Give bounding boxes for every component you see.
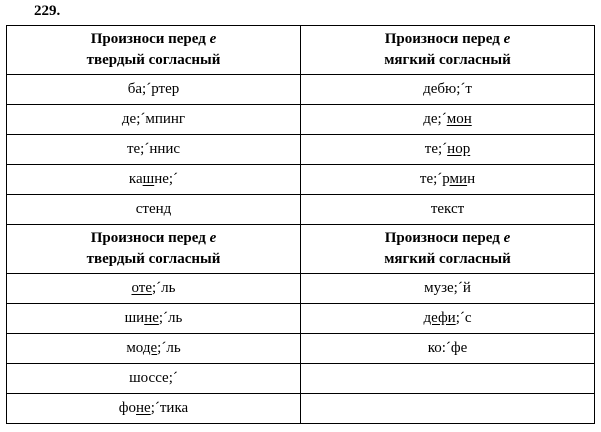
- underlined-fragment: оте: [131, 280, 152, 296]
- underlined-fragment: ми: [449, 171, 468, 187]
- word-fragment: ко:´фе: [427, 340, 468, 356]
- word-cell: [301, 334, 595, 364]
- word-fragment: ка: [128, 171, 143, 187]
- word-cell: [301, 274, 595, 304]
- word-cell: [301, 165, 595, 195]
- underlined-fragment: не: [136, 400, 151, 416]
- header-text: Произноси перед: [90, 230, 210, 246]
- word-cell: [7, 334, 301, 364]
- table-row: [7, 195, 595, 225]
- word-cell: [7, 135, 301, 165]
- header-soft-consonant: [301, 26, 595, 75]
- word-cell: [301, 304, 595, 334]
- header-line-2: мягкий согласный: [384, 52, 511, 68]
- word-cell: [7, 195, 301, 225]
- table-row: [7, 394, 595, 424]
- underlined-fragment: дефи: [423, 310, 456, 326]
- table-row: [7, 334, 595, 364]
- header-line-2: твердый согласный: [86, 52, 221, 68]
- header-line-1: [301, 228, 594, 249]
- header-line-1: [7, 228, 300, 249]
- word-cell: [7, 165, 301, 195]
- header-text: Произноси перед: [90, 31, 210, 47]
- word-fragment: ;´с: [455, 310, 472, 326]
- word-cell: [7, 394, 301, 424]
- underlined-fragment: нор: [447, 141, 471, 157]
- word-fragment: шоссе;´: [129, 370, 178, 386]
- header-line-1: [301, 29, 594, 50]
- header-line-2: твердый согласный: [86, 251, 221, 267]
- header-soft-consonant: [301, 225, 595, 274]
- underlined-fragment: не: [144, 310, 159, 326]
- word-fragment: ши: [124, 310, 145, 326]
- word-fragment: ;´тика: [150, 400, 189, 416]
- word-fragment: ;´ль: [158, 310, 183, 326]
- underlined-fragment: ш: [142, 171, 155, 187]
- table-body: [7, 26, 595, 424]
- word-fragment: дебю;´т: [423, 81, 472, 97]
- word-cell: [7, 304, 301, 334]
- header-row: [7, 26, 595, 75]
- word-fragment: не;´: [154, 171, 179, 187]
- underlined-fragment: де: [142, 340, 158, 356]
- word-fragment: н: [467, 171, 476, 187]
- header-hard-consonant: [7, 26, 301, 75]
- word-cell: [301, 105, 595, 135]
- table-row: [7, 165, 595, 195]
- header-letter: е: [209, 230, 217, 246]
- word-fragment: стенд: [135, 201, 172, 217]
- header-letter: е: [209, 31, 217, 47]
- word-cell: [301, 135, 595, 165]
- word-cell: [301, 195, 595, 225]
- word-fragment: де;´: [423, 111, 447, 127]
- word-cell: [7, 274, 301, 304]
- word-fragment: ;´ль: [152, 280, 176, 296]
- word-fragment: ба;´ртер: [127, 81, 180, 97]
- exercise-number: 229.: [34, 3, 61, 19]
- header-line-1: [7, 29, 300, 50]
- word-cell: [301, 394, 595, 424]
- table-row: [7, 304, 595, 334]
- header-letter: е: [503, 31, 511, 47]
- word-fragment: ;´ль: [157, 340, 181, 356]
- pronunciation-table: [6, 25, 595, 424]
- header-hard-consonant: [7, 225, 301, 274]
- word-cell: [7, 364, 301, 394]
- word-cell: [301, 75, 595, 105]
- word-fragment: те;´: [424, 141, 448, 157]
- word-fragment: музе;´й: [424, 280, 471, 296]
- word-fragment: те;´ннис: [126, 141, 181, 157]
- table-row: [7, 274, 595, 304]
- header-line-2: мягкий согласный: [384, 251, 511, 267]
- header-row: [7, 225, 595, 274]
- word-fragment: те;´р: [419, 171, 450, 187]
- word-fragment: текст: [430, 201, 465, 217]
- word-fragment: фо: [118, 400, 137, 416]
- table-row: [7, 75, 595, 105]
- underlined-fragment: мон: [446, 111, 472, 127]
- word-cell: [7, 75, 301, 105]
- table-row: [7, 105, 595, 135]
- table-row: [7, 364, 595, 394]
- header-letter: е: [503, 230, 511, 246]
- word-fragment: мо: [126, 340, 143, 356]
- table-row: [7, 135, 595, 165]
- header-text: Произноси перед: [384, 230, 504, 246]
- word-cell: [7, 105, 301, 135]
- header-text: Произноси перед: [384, 31, 504, 47]
- word-fragment: де;´мпинг: [121, 111, 186, 127]
- word-cell: [301, 364, 595, 394]
